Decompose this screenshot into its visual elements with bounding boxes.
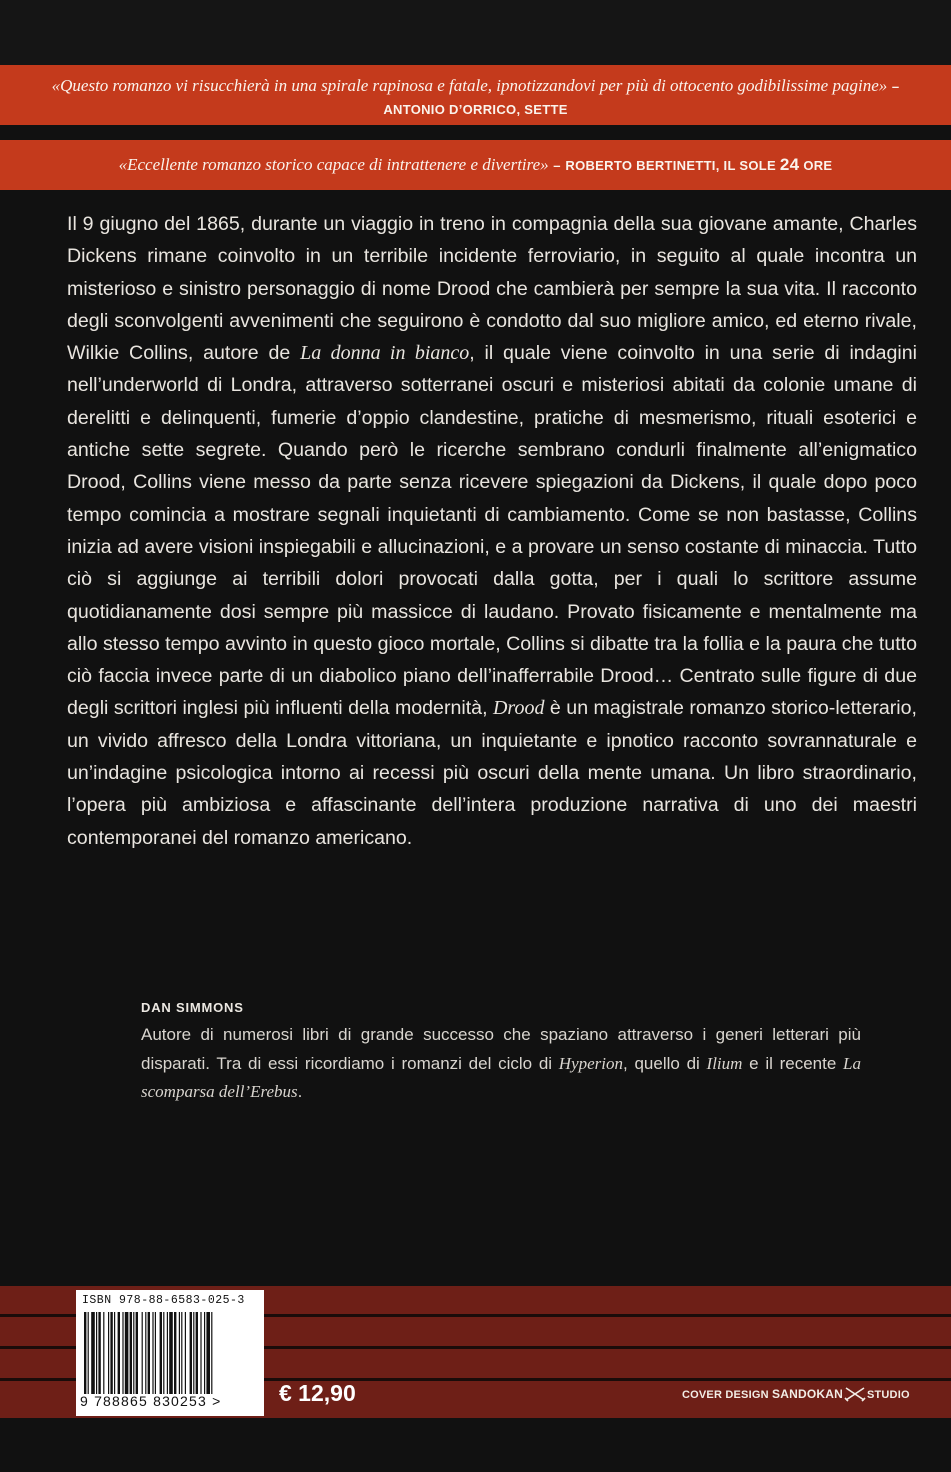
book-title-scomparsa: La scomparsa dell’ xyxy=(141,1053,862,1101)
author-name: DAN SIMMONS xyxy=(141,1000,244,1015)
credit-prefix: COVER DESIGN xyxy=(682,1389,773,1401)
review-author-2-number: 24 xyxy=(779,155,800,174)
review-author-2-name: ROBERTO BERTINETTI, IL SOLE xyxy=(565,158,780,173)
review-band-1 xyxy=(0,65,951,125)
review-quote-2: «Eccellente romanzo storico capace di intrattenere e divertire» xyxy=(118,155,549,174)
barcode-bars xyxy=(84,1312,256,1394)
author-bio-part-2: , quello di xyxy=(623,1053,707,1073)
price: € 12,90 xyxy=(279,1380,356,1406)
blurb-title-drood: Drood xyxy=(492,697,545,720)
author-bio-part-3: e il recente xyxy=(742,1053,844,1073)
author-section xyxy=(141,1000,861,1107)
crossed-swords-icon xyxy=(844,1386,866,1402)
author-bio xyxy=(141,1021,861,1107)
cover-design-credit xyxy=(682,1386,910,1402)
credit-suffix: STUDIO xyxy=(866,1389,910,1401)
review-author-2 xyxy=(565,155,833,174)
review-author-2-suffix: ORE xyxy=(799,158,833,173)
isbn-number: ISBN 978-88-6583-025-3 xyxy=(82,1294,245,1307)
review-band-2 xyxy=(0,140,951,190)
blurb-part-1: Il 9 giugno del 1865, durante un viaggio in treno in compagnia della sua giovane amante, Charles Dickens rimane coinvolto in un terribile incidente ferroviario, in seguito al quale incontra un misterioso e sinistro personaggio di nome Drood che cambierà per sempre la sua vita. Il racconto degli sconvolgenti avvenimenti che seguirono è condotto dal suo migliore amico, ed eterno rivale, Wilkie Collins, autore de xyxy=(67,213,917,365)
author-bio-part-1: Autore di numerosi libri di grande successo che spaziano attraverso i generi letterari più disparati. Tra di essi ricordiamo i romanzi del ciclo di xyxy=(141,1025,861,1073)
blurb-part-3: è un magistrale romanzo storico-letterario, un vivido affresco della Londra vittoriana, un inquietante e ipnotico racconto sovrannaturale e un’indagine psicologica intorno ai recessi più oscuri della mente umana. Un libro straordinario, l’opera più ambiziosa e affascinante dell’intera produzione narrativa di uno dei maestri contemporanei del romanzo americano. xyxy=(67,697,918,849)
barcode xyxy=(76,1290,264,1416)
blurb-title-donna-in-bianco: La donna in bianco xyxy=(300,342,470,365)
review-quote-1: «Questo romanzo vi risucchierà in una spirale rapinosa e fatale, ipnotizzandovi per più di ottocento godibilissime pagine» xyxy=(51,76,888,95)
synopsis-blurb xyxy=(67,208,917,854)
blurb-part-2: , il quale viene coinvolto in una serie di indagini nell’underworld di Londra, attraverso sotterranei oscuri e misteriosi abitati da colonie umane di derelitti e delinquenti, fumerie d’oppio clandestine, pratiche di mesmerismo, rituali esoterici e antiche sette segrete. Quando però le ricerche sembrano condurli finalmente all’enigmatico Drood, Collins viene messo da parte senza ricevere spiegazioni da Dickens, il quale dopo poco tempo comincia a mostrare segnali inquietanti di cambiamento. Come se non bastasse, Collins inizia ad avere visioni inspiegabili e allucinazioni, e a provare un senso costante di minaccia. Tutto ciò si aggiunge ai terribili dolori provocati dalla gotta, per i quali lo scrittore assume quotidianamente dosi sempre più massicce di laudano. Provato fisicamente e mentalmente ma allo stesso tempo avvinto in questo gioco mortale, Collins si dibatte tra la follia e la paura che tutto ciò faccia invece parte di un diabolico piano dell’inafferrabile Drood… Centrato sulle figure di due degli scrittori inglesi più influenti della modernità, xyxy=(67,342,917,720)
credit-brand: SANDOKAN xyxy=(772,1387,843,1401)
author-bio-part-4: . xyxy=(297,1082,303,1101)
book-title-hyperion: Hyperion xyxy=(558,1053,624,1073)
book-title-ilium: Ilium xyxy=(706,1053,743,1073)
barcode-digits: 9 788865 830253 > xyxy=(80,1393,222,1409)
book-title-erebus: Erebus xyxy=(250,1082,298,1101)
review-dash-1: – xyxy=(891,79,900,94)
review-author-1: ANTONIO D’ORRICO, SETTE xyxy=(383,102,568,117)
review-dash-2: – xyxy=(553,158,561,173)
top-dark-strip xyxy=(0,0,951,65)
